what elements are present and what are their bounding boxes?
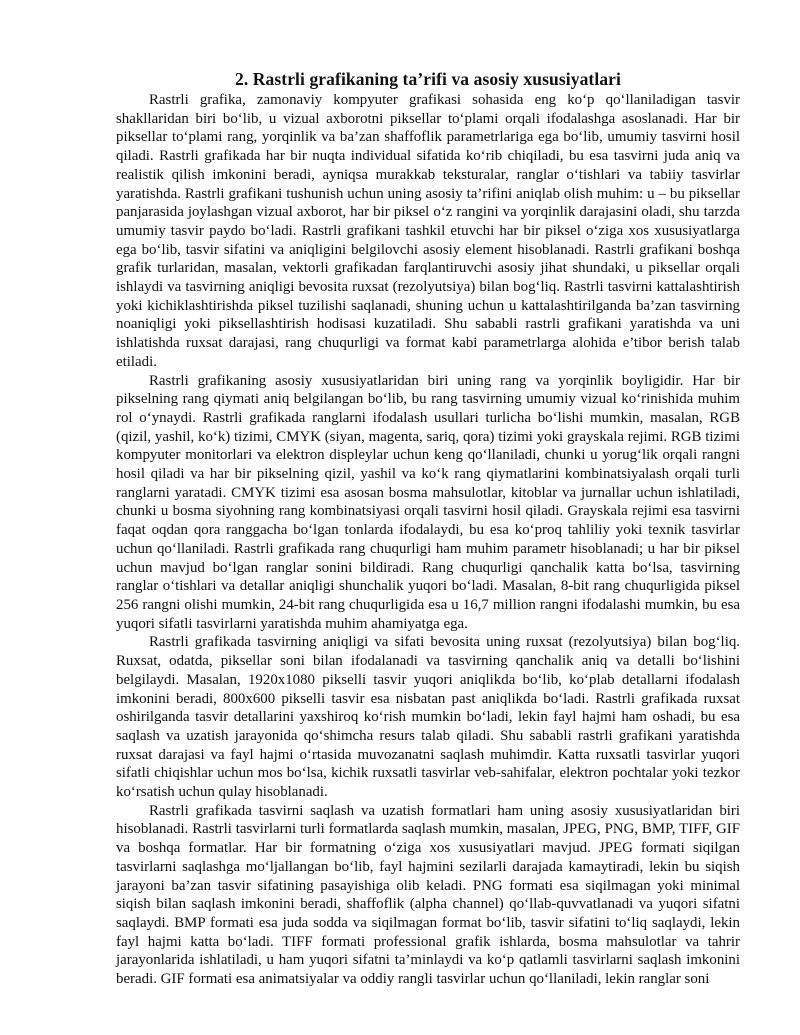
paragraph-definition: Rastrli grafika, zamonaviy kompyuter grafikasi sohasida eng ko‘p qo‘llaniladigan tasvir shakllaridan biri bo‘lib, u vizual axborotni piksellar to‘plami orqali ifodalashga asoslanadi. Har bir piksellar to‘plami rang, yorqinlik va ba’zan shaffoflik parametrlariga ega bo‘lib, umumiy tasvirni hosil qiladi. Rastrli grafikada har bir nuqta individual sifatida ko‘rib chiqiladi, bu esa tasvirni juda aniq va realistik qilish imkonini beradi, ayniqsa murakkab teksturalar, ranglar o‘tishlari va tabiiy tasvirlar yaratishda. Rastrli grafikani tushunish uchun uning asosiy ta’rifini aniqlab olish muhim: u – bu piksellar panjarasida joylashgan vizual axborot, har bir piksel o‘z rangini va yorqinlik darajasini oladi, shu tarzda umumiy tasvir paydo bo‘ladi. Rastrli grafikani tashkil etuvchi har bir piksel o‘ziga xos xususiyatlarga ega bo‘lib, tasvir sifatini va aniqligini belgilovchi asosiy element hisoblanadi. Rastrli grafikani boshqa grafik turlaridan, masalan, vektorli grafikadan farqlantiruvchi asosiy jihat shundaki, u piksellar orqali ishlaydi va tasvirning aniqligi bevosita ruxsat (rezolyutsiya) bilan bog‘liq. Rastrli tasvirni kattalashtirish yoki kichiklashtirishda piksel tuzilishi saqlanadi, shuning uchun u kattalashtirilganda ba’zan tasvirning noaniqligi yoki piksellashtirish hodisasi kuzatiladi. Shu sababli rastrli grafikani yaratishda va uni ishlatishda ruxsat darajasi, rang chuqurligi va format kabi parametrlarga alohida e’tibor berish talab etiladi.	[116, 92, 740, 370]
paragraph-color-depth: Rastrli grafikaning asosiy xususiyatlaridan biri uning rang va yorqinlik boyligidir. Har bir pikselning rang qiymati aniq belgilangan bo‘lib, bu rang tasvirning umumiy vizual ko‘rinishida muhim rol o‘ynaydi. Rastrli grafikada ranglarni ifodalash usullari turlicha bo‘lishi mumkin, masalan, RGB (qizil, yashil, ko‘k) tizimi, CMYK (siyan, magenta, sariq, qora) tizimi yoki grayskala rejimi. RGB tizimi kompyuter monitorlari va elektron displeylar uchun keng qo‘llaniladi, chunki u yorug‘lik orqali rangni hosil qiladi va har bir pikselning qizil, yashil va ko‘k rang qiymatlarini kombinatsiyalash orqali turli ranglarni yaratadi. CMYK tizimi esa asosan bosma mahsulotlar, kitoblar va jurnallar uchun ishlatiladi, chunki u bosma siyohning rang kombinatsiyasi orqali tasvirni hosil qiladi. Grayskala rejimi esa tasvirni faqat oqdan qora ranggacha bo‘lgan tonlarda ifodalaydi, bu esa ko‘proq tahliliy yoki texnik tasvirlar uchun qo‘llaniladi. Rastrli grafikada rang chuqurligi ham muhim parametr hisoblanadi; u har bir piksel uchun mavjud bo‘lgan ranglar sonini bildiradi. Rang chuqurligi qanchalik katta bo‘lsa, tasvirning ranglar o‘tishlari va detallar aniqligi shunchalik yuqori bo‘ladi. Masalan, 8-bit rang chuqurligida piksel 256 rangni olishi mumkin, 24-bit rang chuqurligida esa u 16,7 million rangni ifodalashi mumkin, bu esa yuqori sifatli tasvirlarni yaratishda muhim ahamiyatga ega.	[116, 372, 740, 632]
paragraph-file-formats: Rastrli grafikada tasvirni saqlash va uzatish formatlari ham uning asosiy xususiyatlaridan biri hisoblanadi. Rastrli tasvirlarni turli formatlarda saqlash mumkin, masalan, JPEG, PNG, BMP, TIFF, GIF va boshqa formatlar. Har bir formatning o‘ziga xos xususiyatlari mavjud. JPEG formati siqilgan tasvirlarni saqlashga mo‘ljallangan bo‘lib, fayl hajmini sezilarli darajada kamaytiradi, lekin bu siqish jarayoni ba’zan tasvir sifatining pasayishiga olib keladi. PNG formati esa siqilmagan yoki minimal siqish bilan saqlash imkonini beradi, shaffoflik (alpha channel) qo‘llab-quvvatlanadi va yuqori sifatni saqlaydi. BMP formati esa juda sodda va siqilmagan format bo‘lib, tasvir sifatini to‘liq saqlaydi, lekin fayl hajmi katta bo‘ladi. TIFF formati professional grafik ishlarda, bosma mahsulotlar va tahrir jarayonlarida ishlatiladi, u ham yuqori sifatni ta’minlaydi va ko‘p qatlamli tasvirlarni saqlash imkonini beradi. GIF formati esa animatsiyalar va oddiy rangli tasvirlar uchun qo‘llaniladi, lekin ranglar soni	[116, 802, 740, 988]
paragraph-resolution: Rastrli grafikada tasvirning aniqligi va sifati bevosita uning ruxsat (rezolyutsiya) bilan bog‘liq. Ruxsat, odatda, piksellar soni bilan ifodalanadi va tasvirning qanchalik aniq va detalli bo‘lishini belgilaydi. Masalan, 1920x1080 pikselli tasvir yuqori aniqlikda bo‘lib, ko‘plab detallarni ifodalash imkonini beradi, 800x600 pikselli tasvir esa nisbatan past aniqlikda bo‘ladi. Rastrli grafikada ruxsat oshirilganda tasvir detallarini yaxshiroq ko‘rish mumkin bo‘ladi, lekin fayl hajmi ham oshadi, bu esa saqlash va uzatish jarayonida qo‘shimcha resurs talab qiladi. Shu sababli rastrli grafikani yaratishda ruxsat darajasi va fayl hajmi o‘rtasida muvozanatni saqlash muhimdir. Katta ruxsatli tasvirlar yuqori sifatli chiqishlar uchun mos bo‘lsa, kichik ruxsatli tasvirlar veb-sahifalar, elektron pochtalar yoki tezkor ko‘rsatish uchun qulay hisoblanadi.	[116, 634, 740, 801]
section-title: 2. Rastrli grafikaning ta’rifi va asosiy xususiyatlari	[234, 69, 622, 89]
